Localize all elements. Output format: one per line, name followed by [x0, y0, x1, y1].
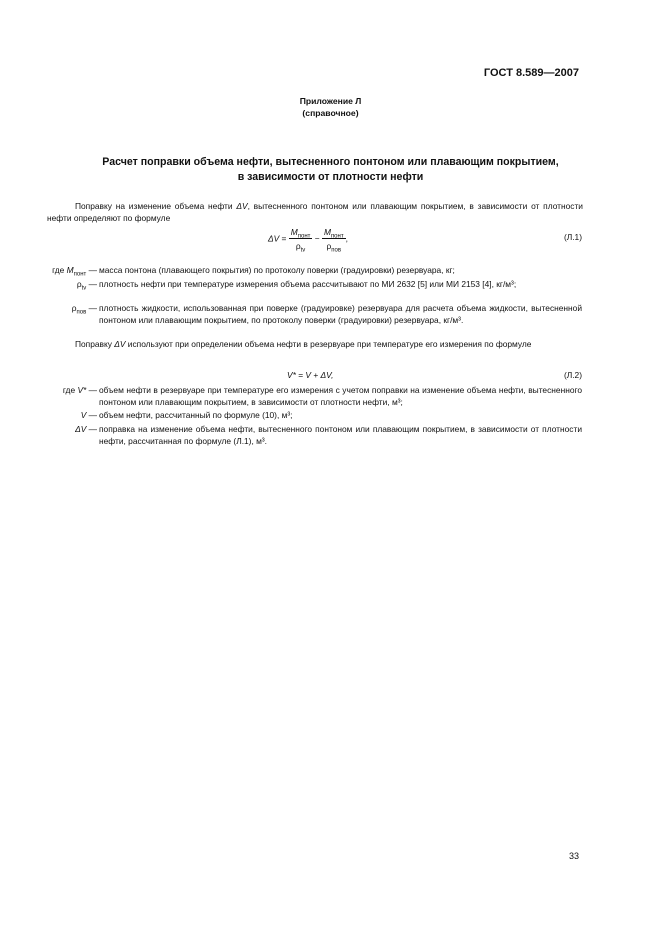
definition-label: [81, 409, 97, 421]
middle-paragraph: [47, 338, 583, 350]
formula-l1-equals: =: [279, 233, 289, 244]
def-symbol: V: [80, 410, 87, 420]
def-symbol: ΔV: [75, 424, 87, 434]
def-sub: понт: [73, 271, 87, 278]
formula-l2-number: (Л.2): [563, 370, 582, 380]
title-line-2: в зависимости от плотности нефти: [237, 171, 424, 183]
def-dash: —: [86, 303, 97, 313]
formula-l1-minus: −: [312, 233, 322, 244]
middle-symbol: ΔV: [114, 339, 126, 349]
formula-l2: [287, 369, 333, 381]
def-sub: пов: [76, 309, 87, 316]
definition-text: поправка на изменение объема нефти, вытесненного понтоном или плавающим покрытием, в зависимости от плотности нефти, рассчитанная по формуле (Л.1), м³.: [99, 424, 582, 446]
standard-number: ГОСТ 8.589—2007: [483, 67, 579, 79]
den2-base: ρ: [326, 241, 332, 251]
fraction-1-numerator: [289, 227, 313, 239]
definition-text: плотность нефти при температуре измерения объема рассчитывают по МИ 2632 [5] или МИ 2153 [4], кг/м³;: [99, 279, 517, 289]
def-symbol: ρ: [76, 279, 82, 289]
definition-label: [77, 278, 97, 290]
den2-sub: пов: [331, 247, 342, 254]
fraction-1: [289, 227, 313, 252]
def-symbol: V*: [77, 385, 87, 395]
def-dash: —: [86, 385, 97, 395]
annex-label: Приложение Л: [299, 96, 362, 106]
page-number: 33: [568, 851, 579, 861]
fraction-2: [322, 227, 346, 252]
den1-sub: tv: [300, 247, 306, 254]
formula-l1-lhs: ΔV: [268, 233, 280, 244]
den1-base: ρ: [295, 241, 301, 251]
formula-l1: [268, 227, 348, 252]
definition-text: плотность жидкости, использованная при поверке (градуировке) резервуара для расчета объема жидкости, вытесненной понтоном или плавающим покрытием, по протоколу поверки (градуировки) резервуара, кг/м³.: [99, 303, 582, 325]
section-title: [0, 155, 661, 185]
formula-l1-tail: ,: [345, 233, 348, 244]
fraction-2-denominator: [322, 239, 346, 252]
intro-text-2: , вытесненного понтоном или плавающим покрытием, в зависимости от плотности нефти определяют по формуле: [47, 201, 583, 223]
def-dash: —: [86, 410, 97, 420]
def-dash: —: [86, 424, 97, 434]
num1-base: M: [290, 227, 298, 237]
annex-type: (справочное): [302, 108, 359, 118]
num1-sub: понт: [297, 233, 311, 240]
def-sub: tv: [81, 285, 87, 292]
num2-sub: понт: [330, 233, 344, 240]
definition-text: объем нефти, рассчитанный по формуле (10), м³;: [99, 410, 293, 420]
definition-text: масса понтона (плавающего покрытия) по протоколу поверки (градуировки) резервуара, кг;: [99, 265, 455, 275]
intro-paragraph: [47, 200, 583, 224]
def-symbol: M: [66, 265, 74, 275]
middle-text-2: используют при определении объема нефти в резервуаре при температуре его измерения по формуле: [125, 339, 532, 349]
middle-text-1: Поправку: [75, 339, 115, 349]
definition-label: [72, 302, 97, 314]
def-symbol: ρ: [71, 303, 77, 313]
fraction-2-numerator: [322, 227, 346, 239]
definition-label: [75, 423, 97, 435]
num2-base: M: [323, 227, 331, 237]
definition-label: [63, 384, 97, 396]
def-prefix: где: [62, 385, 78, 395]
def-prefix: где: [52, 265, 67, 275]
intro-symbol: ΔV: [236, 201, 248, 211]
definition-text: объем нефти в резервуаре при температуре его измерения с учетом поправки на изменение объема нефти, вытесненного понтоном или плавающим покрытием, в зависимости от плотности нефти, м³;: [99, 385, 582, 407]
formula-l1-number: (Л.1): [563, 232, 582, 242]
formula-l2-text: V* = V + ΔV,: [287, 370, 334, 380]
intro-text-1: Поправку на изменение объема нефти: [75, 201, 237, 211]
definition-label: [52, 264, 97, 276]
fraction-1-denominator: [289, 239, 313, 252]
def-dash: —: [86, 265, 97, 275]
annex-heading: [0, 95, 661, 119]
def-dash: —: [86, 279, 97, 289]
title-line-1: Расчет поправки объема нефти, вытесненного понтоном или плавающим покрытием,: [102, 156, 559, 168]
